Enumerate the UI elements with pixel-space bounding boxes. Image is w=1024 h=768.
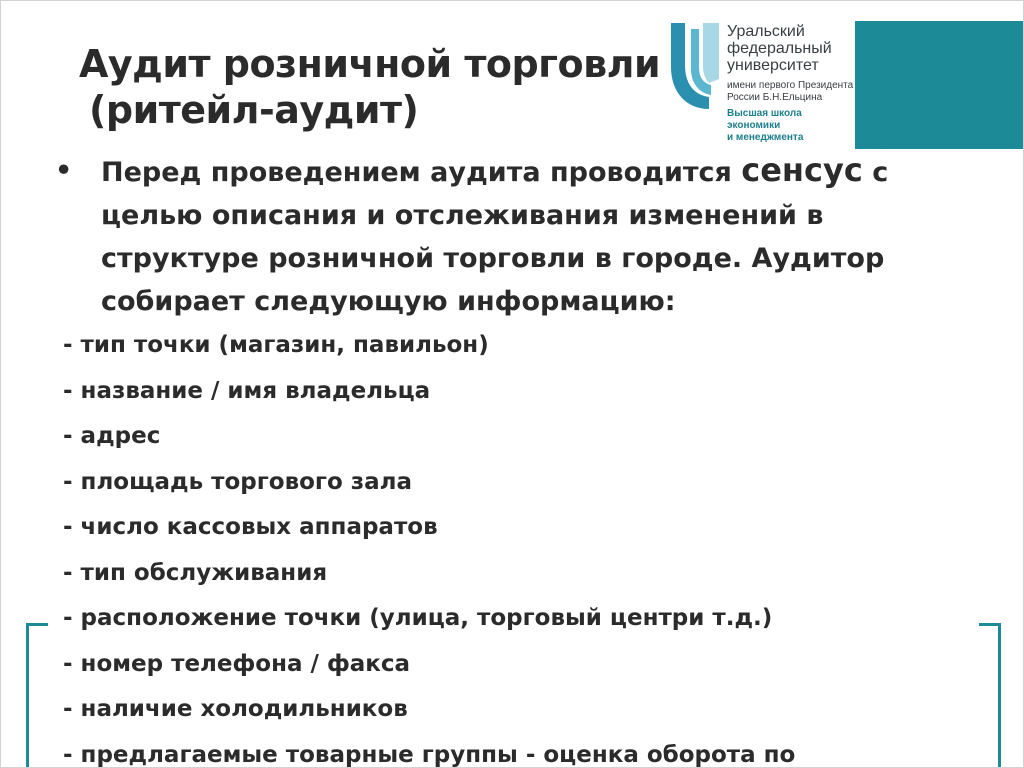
bullet-marker: • xyxy=(55,155,73,186)
list-item: - число кассовых аппаратов xyxy=(63,514,438,540)
logo-school-name: Высшая школа экономики и менеджмента xyxy=(727,108,804,143)
list-item: - расположение точки (улица, торговый центри т.д.) xyxy=(63,605,773,631)
right-bracket-horizontal xyxy=(979,623,1001,626)
left-bracket-horizontal xyxy=(26,623,48,626)
list-item: - наличие холодильников xyxy=(63,696,408,722)
slide-title-line1: Аудит розничной торговли xyxy=(79,42,661,86)
list-item: - тип обслуживания xyxy=(63,559,328,586)
slide-title xyxy=(79,41,660,133)
list-item: - название / имя владельца xyxy=(63,377,431,404)
left-bracket-vertical xyxy=(26,623,29,768)
list-item: - тип точки (магазин, павильон) xyxy=(63,332,489,358)
info-list xyxy=(63,323,795,768)
bullet-text-after: с целью описания и отслеживания изменений в структуре розничной торговли в городе. Аудитор собирает следующую информацию: xyxy=(101,157,889,317)
list-item: - адрес xyxy=(63,423,161,449)
list-item: - предлагаемые товарные группы - оценка оборота по xyxy=(63,741,796,768)
slide-title-line2: (ритейл-аудит) xyxy=(89,88,419,132)
bullet-text xyxy=(101,149,965,323)
list-item: - площадь торгового зала xyxy=(63,468,413,495)
bullet-text-emphasis: сенсус xyxy=(741,151,863,189)
university-logo xyxy=(665,19,1024,147)
right-bracket-vertical xyxy=(998,623,1001,768)
bullet-paragraph xyxy=(55,149,965,323)
logo-university-subtitle: имени первого Президента России Б.Н.Ельцина xyxy=(727,80,854,103)
logo-university-name: Уральский федеральный университет xyxy=(727,23,832,74)
urfu-logo-icon xyxy=(665,19,727,114)
bullet-text-before: Перед проведением аудита проводится xyxy=(101,157,742,188)
list-item: - номер телефона / факса xyxy=(63,650,411,677)
